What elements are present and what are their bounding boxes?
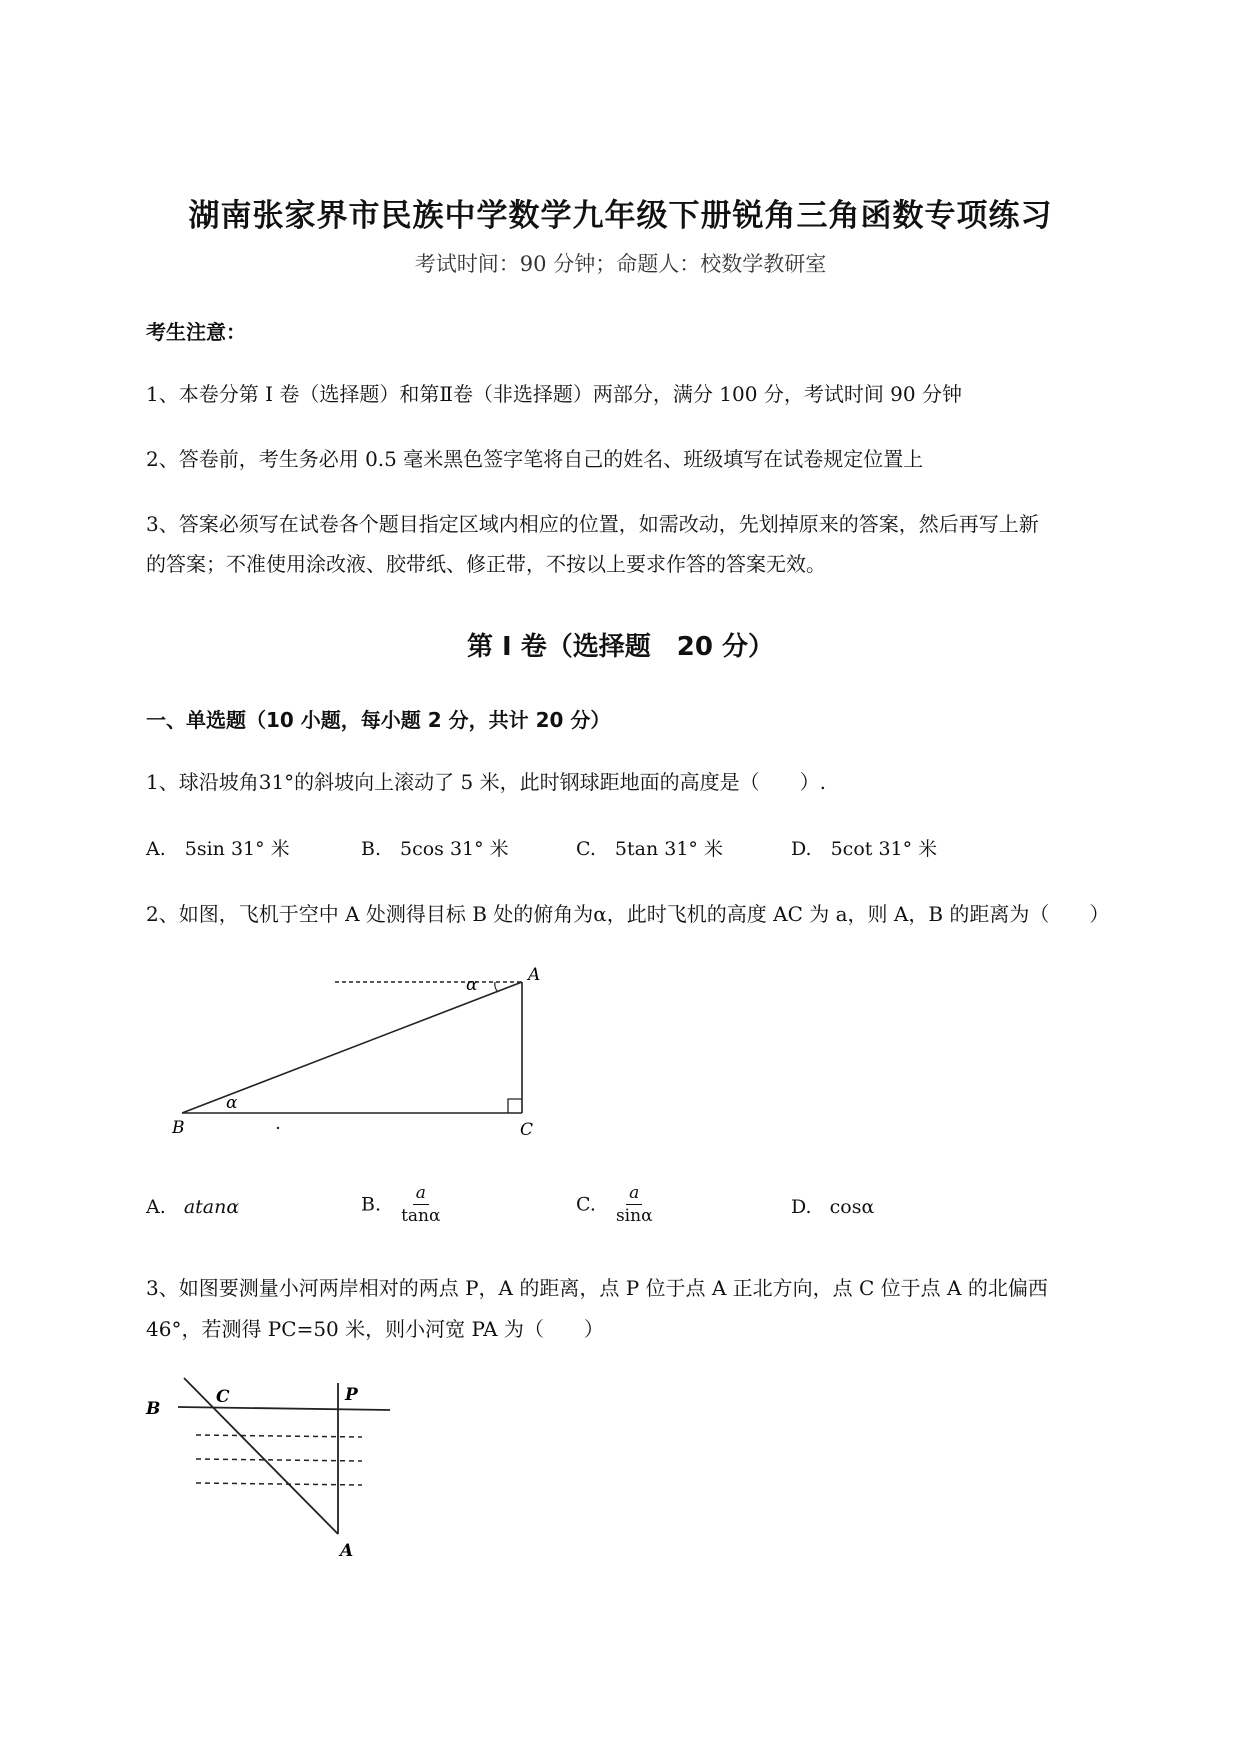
question-2-option-c	[576, 1182, 653, 1227]
question-2-stem: 2、如图，飞机于空中 A 处测得目标 B 处的俯角为α，此时飞机的高度 AC 为 a，则 A，B 的距离为（ ）	[146, 902, 1110, 926]
question-3-figure	[140, 1370, 410, 1560]
angle-arc-a	[495, 982, 498, 992]
question-3-stem-line-2: 46°，若测得 PC=50 米，则小河宽 PA 为（ ）	[146, 1317, 604, 1341]
label-point-b: B	[146, 1399, 161, 1419]
question-2-option-b	[361, 1182, 440, 1227]
option-b-numerator: a	[413, 1182, 429, 1205]
label-alpha-b: α	[226, 1093, 238, 1113]
exam-info: 考试时间：90 分钟；命题人：校数学教研室	[414, 252, 827, 276]
notice-item-3: 3、答案必须写在试卷各个题目指定区域内相应的位置，如需改动，先划掉原来的答案，然后再写上新	[146, 512, 1039, 536]
option-c-denominator: sinα	[615, 1206, 653, 1226]
option-c-numerator: a	[626, 1182, 642, 1205]
question-3-stem-line-1: 3、如图要测量小河两岸相对的两点 P，A 的距离，点 P 位于点 A 正北方向，点 C 位于点 A 的北偏西	[146, 1276, 1048, 1300]
option-c-label: C.	[576, 1193, 596, 1216]
question-2-option-a	[146, 1196, 239, 1218]
question-2-option-d	[791, 1196, 874, 1218]
page-title: 湖南张家界市民族中学数学九年级下册锐角三角函数专项练习	[188, 198, 1053, 234]
label-point-c: C	[216, 1387, 230, 1407]
option-d-expression: cosα	[829, 1196, 875, 1218]
label-point-a: A	[340, 1541, 354, 1560]
option-a-label: A.	[146, 1196, 166, 1218]
question-1-option-c: C. 5tan 31° 米	[576, 838, 723, 860]
option-b-fraction	[401, 1182, 440, 1227]
stray-dot	[277, 1127, 279, 1129]
label-alpha-a: α	[466, 975, 478, 995]
label-point-b: B	[172, 1118, 185, 1138]
option-b-label: B.	[361, 1193, 382, 1216]
part-heading: 一、单选题（10 小题，每小题 2 分，共计 20 分）	[146, 708, 611, 732]
question-2-figure	[150, 955, 570, 1145]
question-1-stem: 1、球沿坡角31°的斜坡向上滚动了 5 米，此时钢球距地面的高度是（ ）.	[146, 770, 826, 794]
segment-ca	[184, 1378, 338, 1534]
river-bank-line	[178, 1407, 390, 1410]
right-angle-mark	[508, 1099, 522, 1113]
notice-item-3-cont: 的答案；不准使用涂改液、胶带纸、修正带，不按以上要求作答的答案无效。	[146, 552, 826, 576]
section-title: 第 I 卷（选择题 20 分）	[466, 632, 774, 662]
label-point-a: A	[528, 965, 541, 985]
notice-item-2: 2、答卷前，考生务必用 0.5 毫米黑色签字笔将自己的姓名、班级填写在试卷规定位置上	[146, 447, 924, 471]
question-1-option-d: D. 5cot 31° 米	[791, 838, 938, 860]
label-point-c: C	[520, 1120, 534, 1140]
option-c-fraction	[616, 1182, 653, 1227]
notice-item-1: 1、本卷分第 I 卷（选择题）和第Ⅱ卷（非选择题）两部分，满分 100 分，考试时间 90 分钟	[146, 382, 962, 406]
question-1-option-b: B. 5cos 31° 米	[361, 838, 509, 860]
notice-heading: 考生注意：	[146, 320, 246, 344]
question-1-option-a: A. 5sin 31° 米	[146, 838, 290, 860]
option-a-expression: atanα	[183, 1196, 240, 1218]
option-d-label: D.	[791, 1196, 812, 1218]
label-point-p: P	[345, 1385, 358, 1405]
option-b-denominator: tanα	[401, 1206, 441, 1226]
